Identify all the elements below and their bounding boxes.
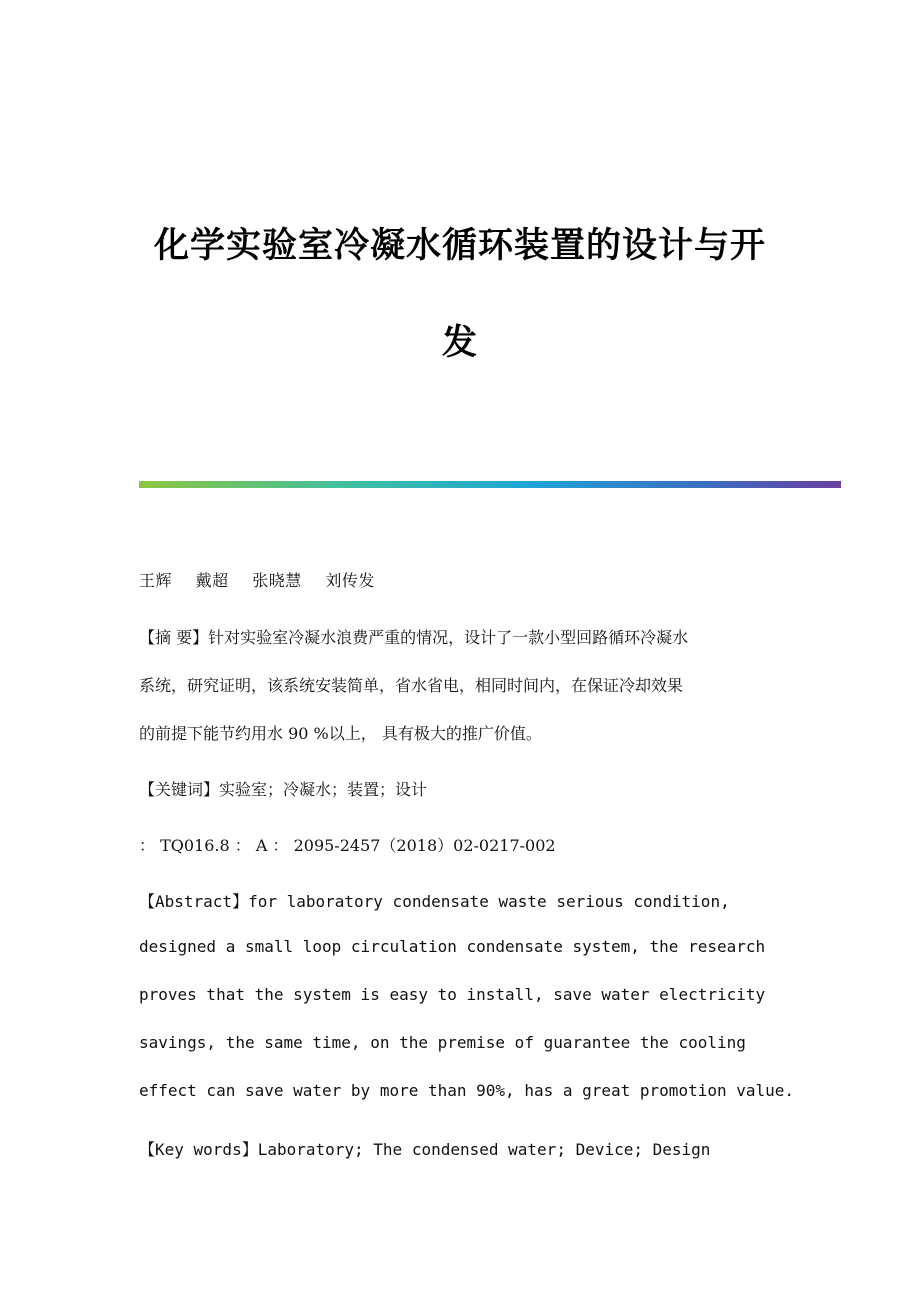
abstract-cn-line-1: 【摘 要】针对实验室冷凝水浪费严重的情况，设计了一款小型回路循环冷凝水	[139, 628, 689, 647]
abstract-en-line-1: 【Abstract】for laboratory condensate waste serious condition,	[139, 892, 730, 911]
abstract-en-line-2: designed a small loop circulation condensate system, the research	[139, 937, 766, 956]
author-name: 王辉	[139, 571, 173, 590]
abstract-en-line-4: savings, the same time, on the premise of guarantee the cooling	[139, 1033, 746, 1052]
paper-title-line-1: 化学实验室冷凝水循环装置的设计与开	[153, 225, 766, 266]
title-divider	[139, 481, 841, 488]
paper-title-line-2: 发	[441, 322, 478, 363]
abstract-en-line-5: effect can save water by more than 90%, has a great promotion value.	[139, 1081, 795, 1100]
classification-codes: ： TQ016.8 ： A ： 2095-2457（2018）02-0217-002	[139, 836, 556, 855]
abstract-cn-line-2: 系统，研究证明，该系统安装简单，省水省电，相同时间内，在保证冷却效果	[139, 676, 684, 695]
author-name: 刘传发	[325, 571, 375, 590]
keywords-cn: 【关键词】实验室；冷凝水；装置；设计	[139, 780, 428, 799]
abstract-cn-line-3: 的前提下能节约用水 90 %以上， 具有极大的推广价值。	[139, 724, 542, 743]
author-name: 张晓慧	[252, 571, 302, 590]
abstract-en-line-3: proves that the system is easy to install, save water electricity	[139, 985, 766, 1004]
keywords-en: 【Key words】Laboratory; The condensed water; Device; Design	[139, 1140, 711, 1159]
author-name: 戴超	[195, 571, 229, 590]
author-list	[139, 568, 393, 591]
